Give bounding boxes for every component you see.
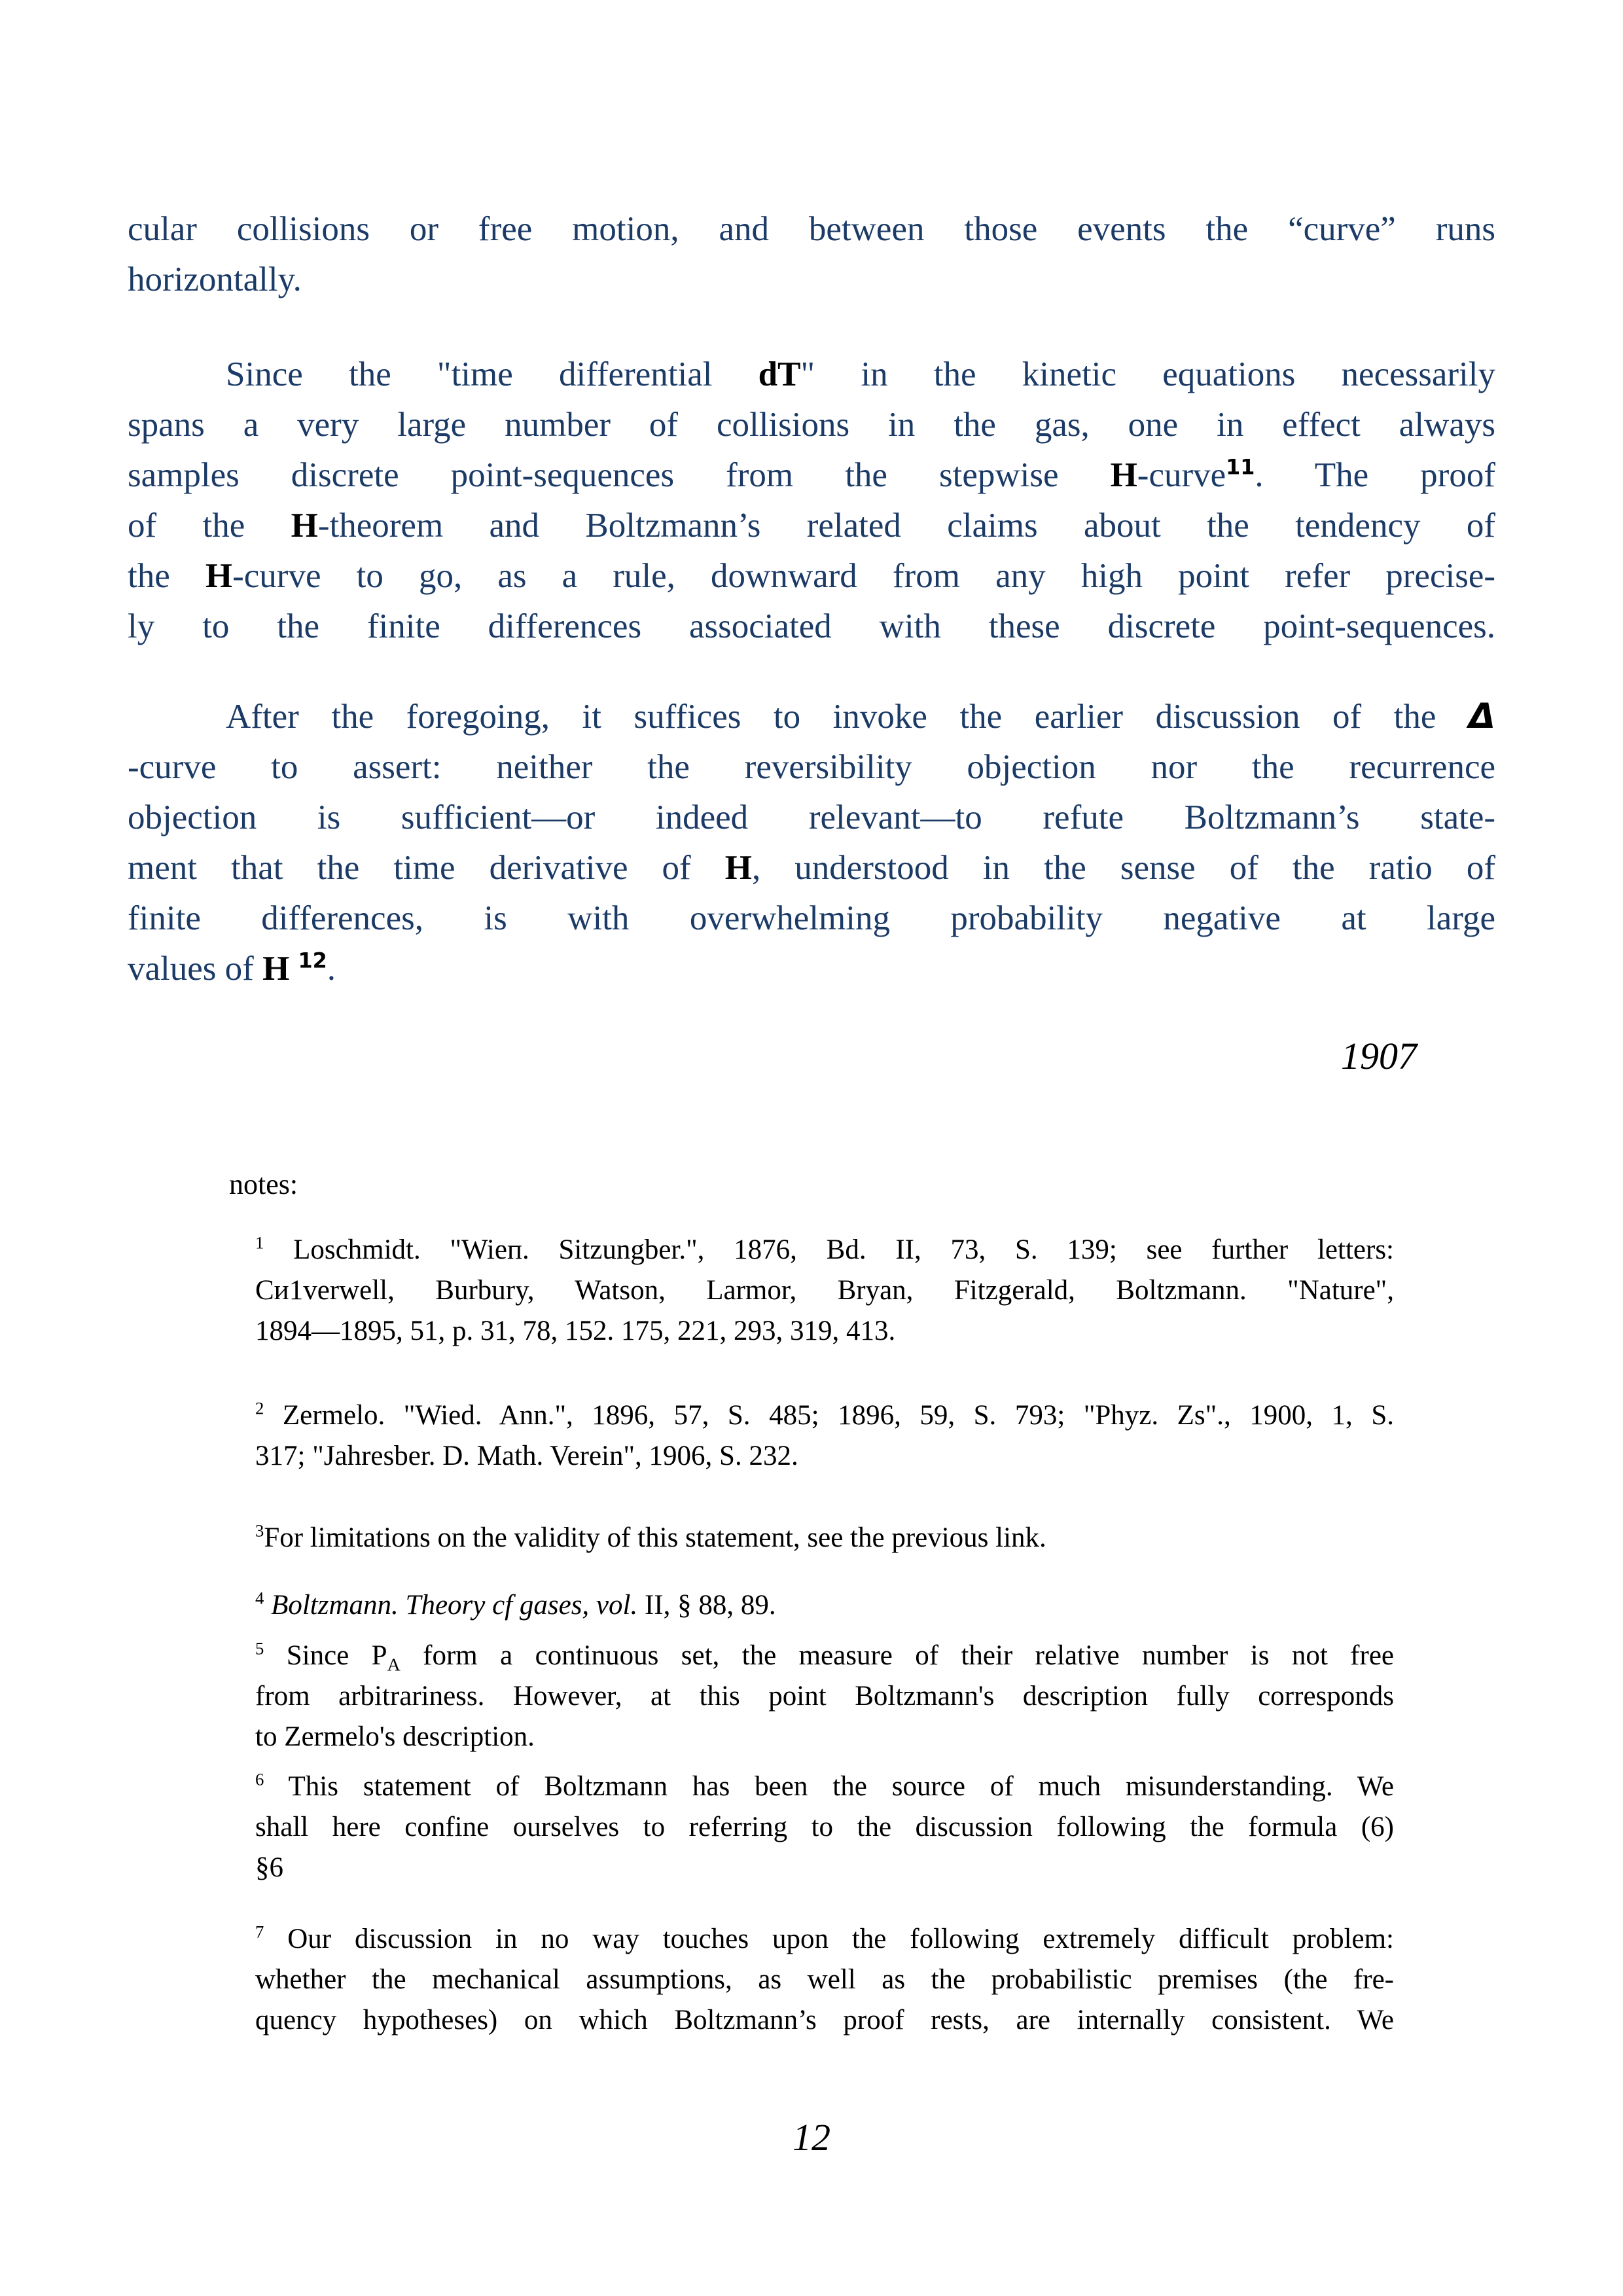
year-label: 1907: [1341, 1035, 1417, 1077]
text-line: to Zermelo's description.: [255, 1721, 535, 1752]
page-number: 12: [793, 2116, 830, 2159]
text-line: After the foregoing, it suffices to invoke the earlier discussion of the Δ: [226, 696, 1495, 736]
text-line: $^6$ This statement of Boltzmann has been the source of much misunderstanding. We: [255, 1769, 1394, 1802]
footnote-4: [255, 1585, 1394, 1626]
text-line: §6: [255, 1852, 283, 1883]
text-line: finite differences, is with overwhelming probability negative at large: [128, 899, 1495, 937]
text-line: 1894—1895, 51, p. 31, 78, 152. 175, 221, 293, 319, 413.: [255, 1316, 896, 1346]
footnote-7: [255, 1919, 1394, 2041]
text-line: $^7$ Our discussion in no way touches upon the following extremely difficult problem:: [255, 1922, 1394, 1954]
text-line: cular collisions or free motion, and between those events the “curve” runs: [128, 210, 1495, 248]
text-line: $^3$For limitations on the validity of this statement, see the previous link.: [255, 1520, 1046, 1553]
footnote-1: [255, 1230, 1394, 1352]
text-line: $^2$ Zermelo. "Wied. Ann.", 1896, 57, S. 485; 1896, 59, S. 793; "Phyz. Zs"., 1900, 1, S.: [255, 1398, 1394, 1431]
notes-heading: notes:: [229, 1168, 298, 1200]
text-line: from arbitrariness. However, at this point Boltzmann's description fully corresponds: [255, 1681, 1394, 1712]
text-line: 317; "Jahresber. D. Math. Verein", 1906, S. 232.: [255, 1441, 798, 1471]
text-line: spans a very large number of collisions in the gas, one in effect always: [128, 406, 1495, 444]
text-line: Си1verwell, Burbury, Watson, Larmor, Bryan, Fitzgerald, Boltzmann. "Nature",: [255, 1275, 1394, 1306]
footnotes-block: [255, 1230, 1394, 2041]
text-line: the H-curve to go, as a rule, downward from any high point refer precise-: [128, 557, 1496, 595]
text-line: objection is sufficient—or indeed relevant—to refute Boltzmann’s state-: [128, 798, 1495, 836]
text-line: shall here confine ourselves to referring to the discussion following the formula (6): [255, 1812, 1394, 1842]
text-line: ly to the finite differences associated with these discrete point-sequences.: [128, 607, 1495, 645]
footnote-6: [255, 1767, 1394, 1888]
text-line: $^5$ Since $P_A$ form a continuous set, the measure of their relative number is not free: [255, 1638, 1394, 1676]
text-line: whether the mechanical assumptions, as well as the probabilistic premises (the fre-: [255, 1964, 1394, 1995]
paragraph-2: [128, 350, 1495, 652]
text-line: values of H $^{12}$.: [128, 948, 336, 988]
text-line: $^1$ Loschmidt. "Wieп. Sitzungber.", 1876, Bd. II, 73, S. 139; see further letters:: [255, 1232, 1394, 1265]
text-line: ment that the time derivative of H, understood in the sense of the ratio of: [128, 849, 1495, 887]
text-line: samples discrete point-sequences from the stepwise H-curve$^{11}$. The proof: [128, 455, 1495, 494]
text-line: Since the "time differential dT" in the kinetic equations necessarily: [226, 355, 1495, 393]
main-text-block: [128, 204, 1495, 994]
paragraph-3: [128, 691, 1495, 994]
text-line: $^4$ Boltzmann. Theory cf gases, vol. II, § 88, 89.: [255, 1588, 776, 1621]
footnote-5: [255, 1636, 1394, 1757]
text-line: -curve to assert: neither the reversibility objection nor the recurrence: [128, 748, 1495, 786]
text-line: quency hypotheses) on which Boltzmann’s proof rests, are internally consistent. We: [255, 2005, 1394, 2036]
paragraph-continuation: [128, 204, 1495, 305]
footnote-2: [255, 1395, 1394, 1477]
text-line: of the H-theorem and Boltzmann’s related claims about the tendency of: [128, 507, 1495, 545]
text-line: horizontally.: [128, 260, 302, 298]
footnote-3: [255, 1518, 1394, 1558]
